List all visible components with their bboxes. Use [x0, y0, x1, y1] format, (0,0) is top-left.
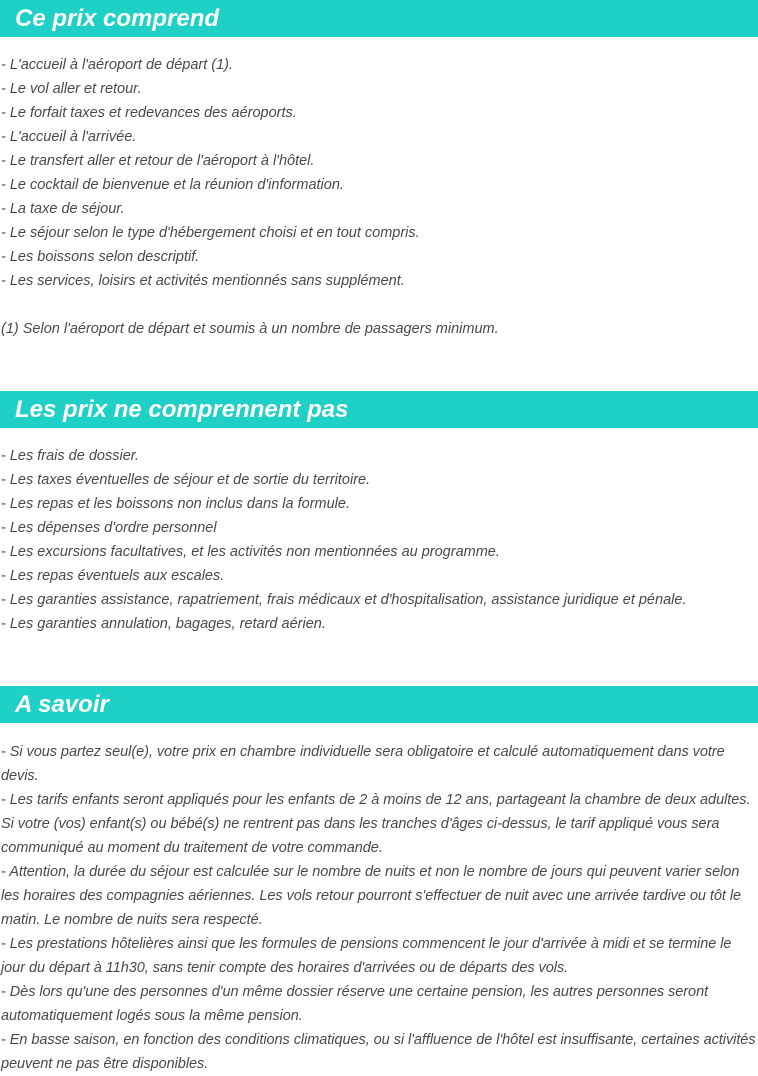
- list-item: - Les excursions facultatives, et les activités non mentionnées au programme.: [1, 544, 500, 560]
- list-item: - Le vol aller et retour.: [1, 81, 142, 97]
- list-item: - Les frais de dossier.: [1, 448, 140, 464]
- info-paragraph: Si votre (vos) enfant(s) ou bébé(s) ne rentrent pas dans les tranches d'âges ci-dessus, le tarif appliqué vous sera communiqué au moment du traitement de votre commande.: [1, 816, 720, 856]
- list-item: - Les dépenses d'ordre personnel: [1, 520, 217, 536]
- info-paragraph: - Attention, la durée du séjour est calculée sur le nombre de nuits et non le nombre de jours qui peuvent varier selon les horaires des compagnies aériennes. Les vols retour pourront s'effectuer de nuit avec une arrivée tardive ou tôt le matin. Le nombre de nuits sera respecté.: [1, 864, 742, 928]
- section-title: A savoir: [0, 686, 758, 723]
- section-good-to-know: [0, 686, 758, 1076]
- info-paragraph: - Les tarifs enfants seront appliqués pour les enfants de 2 à moins de 12 ans, partageant la chambre de deux adultes.: [1, 792, 751, 808]
- excluded-list: [0, 428, 758, 636]
- included-list: [0, 37, 758, 341]
- info-paragraph: - Dès lors qu'une des personnes d'un même dossier réserve une certaine pension, les autres personnes seront automatiquement logés sous la même pension.: [1, 984, 709, 1024]
- section-title: Ce prix comprend: [0, 0, 758, 37]
- info-paragraph: - Les prestations hôtelières ainsi que les formules de pensions commencent le jour d'arrivée à midi et se termine le jour du départ à 11h30, sans tenir compte des horaires d'arrivées ou de départs des vols.: [1, 936, 732, 976]
- list-item: - Le cocktail de bienvenue et la réunion d'information.: [1, 177, 344, 193]
- section-price-excludes: [0, 391, 758, 636]
- list-item: - Les garanties annulation, bagages, retard aérien.: [1, 616, 326, 632]
- list-item: - Les boissons selon descriptif.: [1, 249, 200, 265]
- info-paragraph: - En basse saison, en fonction des conditions climatiques, ou si l'affluence de l'hôtel est insuffisante, certaines activités peuvent ne pas être disponibles.: [1, 1032, 756, 1072]
- footnote: (1) Selon l'aéroport de départ et soumis à un nombre de passagers minimum.: [1, 321, 499, 337]
- info-paragraphs: [0, 723, 758, 1076]
- list-item: - Le séjour selon le type d'hébergement choisi et en tout compris.: [1, 225, 420, 241]
- list-item: - La taxe de séjour.: [1, 201, 125, 217]
- spacer: [1, 293, 756, 317]
- list-item: - Le forfait taxes et redevances des aéroports.: [1, 105, 297, 121]
- list-item: - Le transfert aller et retour de l'aéroport à l'hôtel.: [1, 153, 315, 169]
- list-item: - L'accueil à l'arrivée.: [1, 129, 137, 145]
- list-item: - Les repas et les boissons non inclus dans la formule.: [1, 496, 350, 512]
- section-title: Les prix ne comprennent pas: [0, 391, 758, 428]
- list-item: - L'accueil à l'aéroport de départ (1).: [1, 57, 234, 73]
- list-item: - Les repas éventuels aux escales.: [1, 568, 225, 584]
- list-item: - Les garanties assistance, rapatriement, frais médicaux et d'hospitalisation, assistance juridique et pénale.: [1, 592, 687, 608]
- section-price-includes: [0, 0, 758, 341]
- info-paragraph: - Si vous partez seul(e), votre prix en chambre individuelle sera obligatoire et calculé automatiquement dans votre devis.: [1, 744, 725, 784]
- list-item: - Les services, loisirs et activités mentionnés sans supplément.: [1, 273, 405, 289]
- list-item: - Les taxes éventuelles de séjour et de sortie du territoire.: [1, 472, 371, 488]
